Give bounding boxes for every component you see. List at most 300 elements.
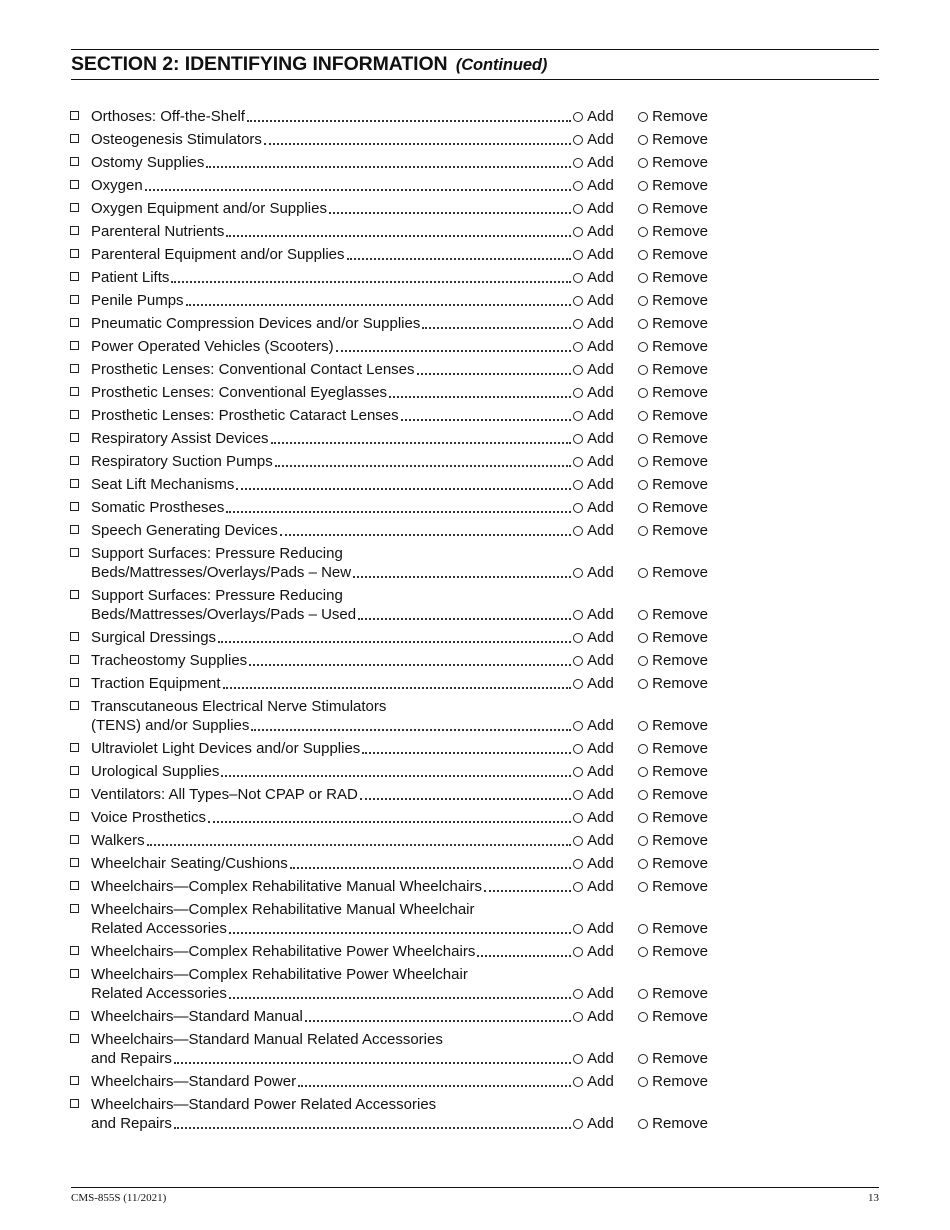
- remove-radio-icon[interactable]: [638, 434, 648, 444]
- add-option[interactable]: [573, 762, 638, 781]
- add-option[interactable]: [573, 674, 638, 693]
- add-radio-icon[interactable]: [573, 411, 583, 421]
- add-radio-icon[interactable]: [573, 204, 583, 214]
- remove-radio-icon[interactable]: [638, 813, 648, 823]
- add-radio-icon[interactable]: [573, 296, 583, 306]
- list-item: [68, 877, 708, 896]
- list-item: [68, 107, 708, 126]
- add-radio-icon[interactable]: [573, 388, 583, 398]
- remove-label: Remove: [652, 564, 708, 581]
- remove-option[interactable]: [638, 1072, 708, 1091]
- item-checkbox[interactable]: [70, 364, 79, 373]
- item-checkbox[interactable]: [70, 835, 79, 844]
- item-checkbox[interactable]: [70, 249, 79, 258]
- add-radio-icon[interactable]: [573, 365, 583, 375]
- remove-option[interactable]: [638, 984, 708, 1003]
- add-option[interactable]: [573, 1114, 638, 1133]
- add-option[interactable]: [573, 605, 638, 624]
- item-label: Parenteral Nutrients: [91, 223, 225, 240]
- remove-radio-icon[interactable]: [638, 656, 648, 666]
- add-radio-icon[interactable]: [573, 633, 583, 643]
- remove-option[interactable]: [638, 831, 708, 850]
- add-radio-icon[interactable]: [573, 480, 583, 490]
- add-radio-icon[interactable]: [573, 924, 583, 934]
- remove-radio-icon[interactable]: [638, 250, 648, 260]
- dot-leader: [236, 488, 571, 490]
- remove-radio-icon[interactable]: [638, 721, 648, 731]
- item-checkbox[interactable]: [70, 134, 79, 143]
- list-item: [68, 942, 708, 961]
- supply-category-list: [68, 107, 708, 1137]
- remove-option[interactable]: [638, 429, 708, 448]
- remove-radio-icon[interactable]: [638, 1077, 648, 1087]
- item-checkbox[interactable]: [70, 1011, 79, 1020]
- remove-option[interactable]: [638, 130, 708, 149]
- remove-radio-icon[interactable]: [638, 319, 648, 329]
- add-option[interactable]: [573, 199, 638, 218]
- remove-option[interactable]: [638, 107, 708, 126]
- remove-radio-icon[interactable]: [638, 227, 648, 237]
- add-radio-icon[interactable]: [573, 250, 583, 260]
- remove-label: Remove: [652, 430, 708, 447]
- item-label: Patient Lifts: [91, 269, 170, 286]
- item-checkbox[interactable]: [70, 548, 79, 557]
- add-option[interactable]: [573, 314, 638, 333]
- add-label: Add: [587, 522, 614, 539]
- add-radio-icon[interactable]: [573, 813, 583, 823]
- remove-radio-icon[interactable]: [638, 679, 648, 689]
- remove-radio-icon[interactable]: [638, 947, 648, 957]
- list-item: [68, 739, 708, 758]
- dot-leader: [218, 641, 571, 643]
- add-label: Add: [587, 338, 614, 355]
- remove-option[interactable]: [638, 651, 708, 670]
- list-item: [68, 199, 708, 218]
- add-option[interactable]: [573, 176, 638, 195]
- item-checkbox[interactable]: [70, 180, 79, 189]
- dot-leader: [329, 212, 571, 214]
- add-option[interactable]: [573, 628, 638, 647]
- add-option[interactable]: [573, 222, 638, 241]
- add-option[interactable]: [573, 406, 638, 425]
- add-label: Add: [587, 361, 614, 378]
- list-item: [68, 1007, 708, 1026]
- item-checkbox[interactable]: [70, 632, 79, 641]
- item-checkbox[interactable]: [70, 743, 79, 752]
- add-label: Add: [587, 1050, 614, 1067]
- list-item: [68, 1095, 708, 1133]
- remove-label: Remove: [652, 855, 708, 872]
- item-label: Beds/Mattresses/Overlays/Pads – New: [91, 564, 352, 581]
- remove-option[interactable]: [638, 1114, 708, 1133]
- item-checkbox[interactable]: [70, 433, 79, 442]
- item-label-line1: Support Surfaces: Pressure Reducing: [91, 545, 343, 562]
- add-option[interactable]: [573, 785, 638, 804]
- item-label: Tracheostomy Supplies: [91, 652, 248, 669]
- item-checkbox[interactable]: [70, 946, 79, 955]
- add-option[interactable]: [573, 291, 638, 310]
- item-label: Prosthetic Lenses: Prosthetic Cataract Lenses: [91, 407, 399, 424]
- item-label: Walkers: [91, 832, 145, 849]
- remove-label: Remove: [652, 1008, 708, 1025]
- add-option[interactable]: [573, 716, 638, 735]
- remove-radio-icon[interactable]: [638, 633, 648, 643]
- add-option[interactable]: [573, 130, 638, 149]
- add-option[interactable]: [573, 563, 638, 582]
- add-label: Add: [587, 476, 614, 493]
- remove-radio-icon[interactable]: [638, 296, 648, 306]
- item-checkbox[interactable]: [70, 590, 79, 599]
- remove-label: Remove: [652, 522, 708, 539]
- remove-label: Remove: [652, 878, 708, 895]
- remove-option[interactable]: [638, 521, 708, 540]
- remove-radio-icon[interactable]: [638, 411, 648, 421]
- list-item: [68, 383, 708, 402]
- add-label: Add: [587, 920, 614, 937]
- item-checkbox[interactable]: [70, 295, 79, 304]
- remove-option[interactable]: [638, 199, 708, 218]
- remove-option[interactable]: [638, 268, 708, 287]
- add-label: Add: [587, 499, 614, 516]
- add-option[interactable]: [573, 475, 638, 494]
- remove-radio-icon[interactable]: [638, 204, 648, 214]
- dot-leader: [347, 258, 572, 260]
- add-radio-icon[interactable]: [573, 135, 583, 145]
- add-label: Add: [587, 652, 614, 669]
- remove-option[interactable]: [638, 406, 708, 425]
- remove-label: Remove: [652, 200, 708, 217]
- remove-radio-icon[interactable]: [638, 181, 648, 191]
- add-radio-icon[interactable]: [573, 1012, 583, 1022]
- remove-radio-icon[interactable]: [638, 790, 648, 800]
- dot-leader: [249, 664, 571, 666]
- item-checkbox[interactable]: [70, 969, 79, 978]
- list-item: [68, 544, 708, 582]
- item-label: Beds/Mattresses/Overlays/Pads – Used: [91, 606, 357, 623]
- remove-radio-icon[interactable]: [638, 273, 648, 283]
- dot-leader: [401, 419, 571, 421]
- add-option[interactable]: [573, 383, 638, 402]
- item-checkbox[interactable]: [70, 479, 79, 488]
- item-checkbox[interactable]: [70, 678, 79, 687]
- add-radio-icon[interactable]: [573, 503, 583, 513]
- dot-leader: [271, 442, 572, 444]
- dot-leader: [336, 350, 572, 352]
- remove-radio-icon[interactable]: [638, 744, 648, 754]
- remove-option[interactable]: [638, 1049, 708, 1068]
- item-checkbox[interactable]: [70, 525, 79, 534]
- remove-radio-icon[interactable]: [638, 1119, 648, 1129]
- add-radio-icon[interactable]: [573, 526, 583, 536]
- remove-option[interactable]: [638, 877, 708, 896]
- add-label: Add: [587, 629, 614, 646]
- add-radio-icon[interactable]: [573, 319, 583, 329]
- remove-radio-icon[interactable]: [638, 365, 648, 375]
- list-item: [68, 245, 708, 264]
- dot-leader: [275, 465, 571, 467]
- item-checkbox[interactable]: [70, 766, 79, 775]
- add-radio-icon[interactable]: [573, 790, 583, 800]
- add-label: Add: [587, 878, 614, 895]
- add-radio-icon[interactable]: [573, 882, 583, 892]
- item-checkbox[interactable]: [70, 1034, 79, 1043]
- footer-rule: [71, 1187, 879, 1188]
- remove-label: Remove: [652, 1050, 708, 1067]
- item-label-line1: Wheelchairs—Standard Manual Related Accessories: [91, 1031, 443, 1048]
- remove-option[interactable]: [638, 360, 708, 379]
- add-label: Add: [587, 1008, 614, 1025]
- item-checkbox[interactable]: [70, 203, 79, 212]
- add-option[interactable]: [573, 854, 638, 873]
- dot-leader: [226, 235, 571, 237]
- add-label: Add: [587, 943, 614, 960]
- add-radio-icon[interactable]: [573, 1054, 583, 1064]
- add-option[interactable]: [573, 739, 638, 758]
- dot-leader: [353, 576, 571, 578]
- remove-option[interactable]: [638, 563, 708, 582]
- list-item: [68, 130, 708, 149]
- list-item: [68, 268, 708, 287]
- remove-radio-icon[interactable]: [638, 1012, 648, 1022]
- add-radio-icon[interactable]: [573, 721, 583, 731]
- add-radio-icon[interactable]: [573, 1119, 583, 1129]
- add-option[interactable]: [573, 1007, 638, 1026]
- page-number: 13: [868, 1192, 879, 1204]
- add-option[interactable]: [573, 107, 638, 126]
- item-checkbox[interactable]: [70, 157, 79, 166]
- item-checkbox[interactable]: [70, 904, 79, 913]
- add-radio-icon[interactable]: [573, 181, 583, 191]
- remove-option[interactable]: [638, 452, 708, 471]
- remove-radio-icon[interactable]: [638, 1054, 648, 1064]
- remove-radio-icon[interactable]: [638, 836, 648, 846]
- header-bottom-rule: [71, 79, 879, 80]
- dot-leader: [360, 798, 571, 800]
- dot-leader: [186, 304, 572, 306]
- add-label: Add: [587, 855, 614, 872]
- remove-option[interactable]: [638, 785, 708, 804]
- add-option[interactable]: [573, 521, 638, 540]
- remove-label: Remove: [652, 629, 708, 646]
- remove-radio-icon[interactable]: [638, 480, 648, 490]
- remove-option[interactable]: [638, 1007, 708, 1026]
- remove-option[interactable]: [638, 314, 708, 333]
- item-checkbox[interactable]: [70, 701, 79, 710]
- add-option[interactable]: [573, 452, 638, 471]
- dot-leader: [247, 120, 571, 122]
- remove-radio-icon[interactable]: [638, 882, 648, 892]
- add-option[interactable]: [573, 984, 638, 1003]
- item-checkbox[interactable]: [70, 858, 79, 867]
- item-checkbox[interactable]: [70, 318, 79, 327]
- remove-radio-icon[interactable]: [638, 388, 648, 398]
- remove-option[interactable]: [638, 919, 708, 938]
- list-item: [68, 429, 708, 448]
- add-label: Add: [587, 108, 614, 125]
- item-checkbox[interactable]: [70, 456, 79, 465]
- dot-leader: [358, 618, 571, 620]
- item-checkbox[interactable]: [70, 789, 79, 798]
- add-radio-icon[interactable]: [573, 227, 583, 237]
- add-label: Add: [587, 985, 614, 1002]
- add-radio-icon[interactable]: [573, 836, 583, 846]
- remove-radio-icon[interactable]: [638, 568, 648, 578]
- item-label: Oxygen Equipment and/or Supplies: [91, 200, 327, 217]
- add-radio-icon[interactable]: [573, 1077, 583, 1087]
- item-checkbox[interactable]: [70, 655, 79, 664]
- remove-option[interactable]: [638, 605, 708, 624]
- add-radio-icon[interactable]: [573, 989, 583, 999]
- add-radio-icon[interactable]: [573, 610, 583, 620]
- item-label: Penile Pumps: [91, 292, 184, 309]
- add-option[interactable]: [573, 268, 638, 287]
- item-label: Ventilators: All Types–Not CPAP or RAD: [91, 786, 358, 803]
- add-option[interactable]: [573, 1049, 638, 1068]
- item-label: Wheelchair Seating/Cushions: [91, 855, 288, 872]
- item-checkbox[interactable]: [70, 502, 79, 511]
- add-radio-icon[interactable]: [573, 342, 583, 352]
- remove-option[interactable]: [638, 291, 708, 310]
- remove-radio-icon[interactable]: [638, 135, 648, 145]
- remove-option[interactable]: [638, 222, 708, 241]
- remove-radio-icon[interactable]: [638, 112, 648, 122]
- remove-option[interactable]: [638, 674, 708, 693]
- remove-radio-icon[interactable]: [638, 503, 648, 513]
- remove-label: Remove: [652, 1115, 708, 1132]
- item-checkbox[interactable]: [70, 226, 79, 235]
- add-option[interactable]: [573, 651, 638, 670]
- item-checkbox[interactable]: [70, 341, 79, 350]
- remove-radio-icon[interactable]: [638, 924, 648, 934]
- remove-radio-icon[interactable]: [638, 526, 648, 536]
- add-option[interactable]: [573, 831, 638, 850]
- item-label: Surgical Dressings: [91, 629, 217, 646]
- item-checkbox[interactable]: [70, 387, 79, 396]
- remove-label: Remove: [652, 786, 708, 803]
- add-radio-icon[interactable]: [573, 112, 583, 122]
- add-radio-icon[interactable]: [573, 656, 583, 666]
- add-label: Add: [587, 223, 614, 240]
- add-option[interactable]: [573, 808, 638, 827]
- add-option[interactable]: [573, 245, 638, 264]
- add-radio-icon[interactable]: [573, 947, 583, 957]
- add-radio-icon[interactable]: [573, 158, 583, 168]
- remove-label: Remove: [652, 763, 708, 780]
- item-label: Wheelchairs—Complex Rehabilitative Power Wheelchairs: [91, 943, 476, 960]
- remove-option[interactable]: [638, 854, 708, 873]
- item-checkbox[interactable]: [70, 111, 79, 120]
- add-label: Add: [587, 1115, 614, 1132]
- remove-radio-icon[interactable]: [638, 767, 648, 777]
- add-radio-icon[interactable]: [573, 568, 583, 578]
- item-checkbox[interactable]: [70, 1099, 79, 1108]
- add-radio-icon[interactable]: [573, 679, 583, 689]
- add-label: Add: [587, 292, 614, 309]
- add-radio-icon[interactable]: [573, 273, 583, 283]
- add-radio-icon[interactable]: [573, 744, 583, 754]
- remove-option[interactable]: [638, 153, 708, 172]
- dot-leader: [171, 281, 571, 283]
- item-label: Power Operated Vehicles (Scooters): [91, 338, 334, 355]
- remove-radio-icon[interactable]: [638, 342, 648, 352]
- add-option[interactable]: [573, 919, 638, 938]
- remove-option[interactable]: [638, 716, 708, 735]
- section-title-text: SECTION 2: IDENTIFYING INFORMATION: [71, 53, 448, 75]
- add-option[interactable]: [573, 360, 638, 379]
- remove-option[interactable]: [638, 498, 708, 517]
- item-checkbox[interactable]: [70, 812, 79, 821]
- remove-option[interactable]: [638, 942, 708, 961]
- remove-radio-icon[interactable]: [638, 457, 648, 467]
- item-label-line1: Wheelchairs—Complex Rehabilitative Power Wheelchair: [91, 966, 468, 983]
- dot-leader: [477, 955, 571, 957]
- item-label: Related Accessories: [91, 985, 227, 1002]
- item-checkbox[interactable]: [70, 272, 79, 281]
- remove-option[interactable]: [638, 762, 708, 781]
- remove-label: Remove: [652, 338, 708, 355]
- add-label: Add: [587, 407, 614, 424]
- add-option[interactable]: [573, 877, 638, 896]
- add-label: Add: [587, 453, 614, 470]
- section-title: [71, 53, 547, 76]
- add-option[interactable]: [573, 429, 638, 448]
- add-radio-icon[interactable]: [573, 457, 583, 467]
- add-option[interactable]: [573, 153, 638, 172]
- dot-leader: [305, 1020, 571, 1022]
- remove-label: Remove: [652, 154, 708, 171]
- list-item: [68, 360, 708, 379]
- add-label: Add: [587, 315, 614, 332]
- dot-leader: [229, 997, 571, 999]
- item-checkbox[interactable]: [70, 1076, 79, 1085]
- add-radio-icon[interactable]: [573, 434, 583, 444]
- item-label: Related Accessories: [91, 920, 227, 937]
- list-item: [68, 965, 708, 1003]
- dot-leader: [147, 844, 572, 846]
- item-label: Speech Generating Devices: [91, 522, 278, 539]
- remove-option[interactable]: [638, 475, 708, 494]
- item-label: Ultraviolet Light Devices and/or Supplies: [91, 740, 361, 757]
- remove-option[interactable]: [638, 245, 708, 264]
- add-option[interactable]: [573, 1072, 638, 1091]
- remove-label: Remove: [652, 717, 708, 734]
- add-option[interactable]: [573, 942, 638, 961]
- remove-option[interactable]: [638, 739, 708, 758]
- item-checkbox[interactable]: [70, 410, 79, 419]
- remove-radio-icon[interactable]: [638, 859, 648, 869]
- remove-label: Remove: [652, 108, 708, 125]
- remove-option[interactable]: [638, 628, 708, 647]
- remove-radio-icon[interactable]: [638, 158, 648, 168]
- remove-option[interactable]: [638, 176, 708, 195]
- item-label: Parenteral Equipment and/or Supplies: [91, 246, 345, 263]
- remove-option[interactable]: [638, 383, 708, 402]
- add-radio-icon[interactable]: [573, 767, 583, 777]
- remove-label: Remove: [652, 292, 708, 309]
- list-item: [68, 406, 708, 425]
- remove-radio-icon[interactable]: [638, 989, 648, 999]
- add-radio-icon[interactable]: [573, 859, 583, 869]
- item-checkbox[interactable]: [70, 881, 79, 890]
- add-option[interactable]: [573, 498, 638, 517]
- remove-label: Remove: [652, 606, 708, 623]
- remove-option[interactable]: [638, 337, 708, 356]
- dot-leader: [223, 687, 572, 689]
- dot-leader: [221, 775, 571, 777]
- add-option[interactable]: [573, 337, 638, 356]
- remove-radio-icon[interactable]: [638, 610, 648, 620]
- remove-option[interactable]: [638, 808, 708, 827]
